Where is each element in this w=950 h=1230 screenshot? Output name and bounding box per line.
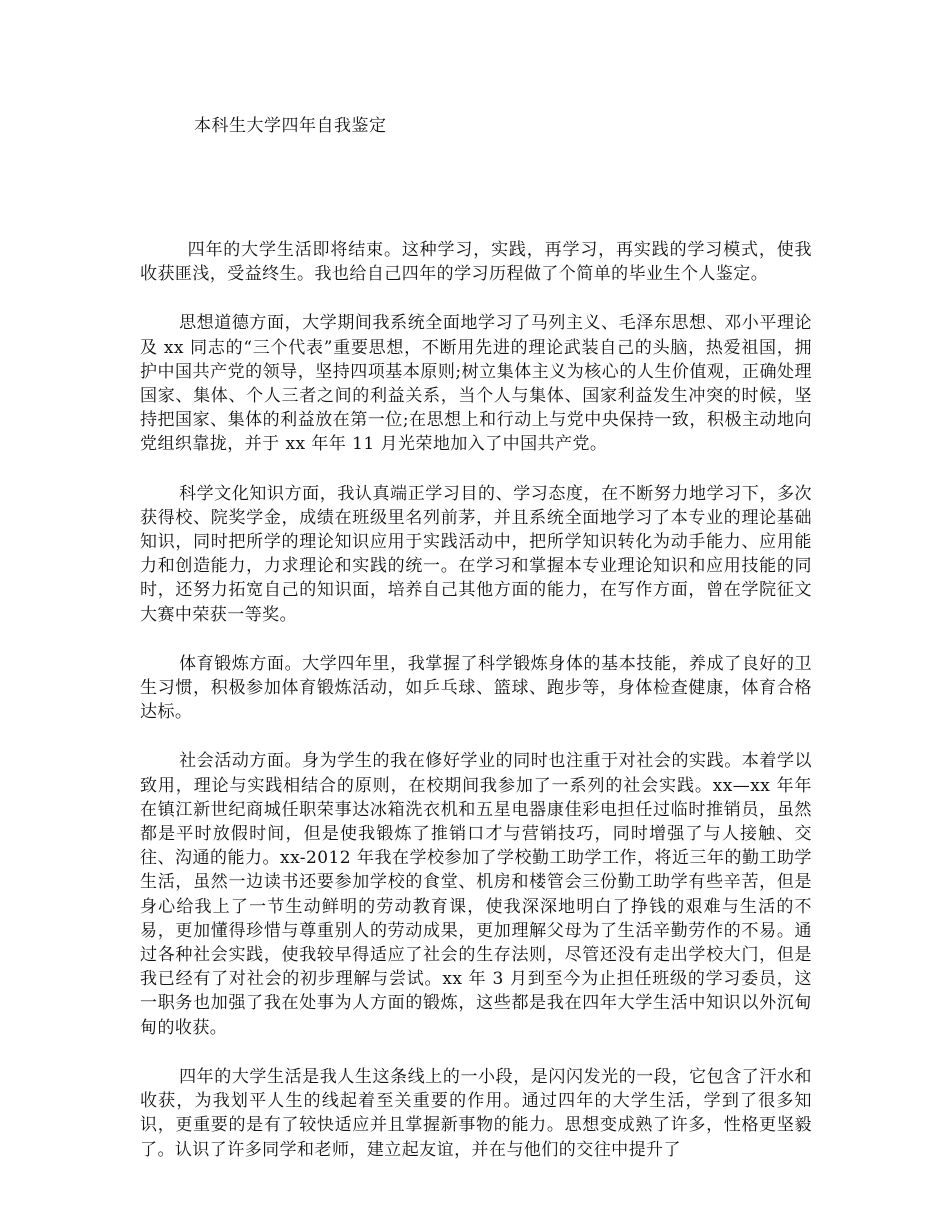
paragraph-sports: 体育锻炼方面。大学四年里，我掌握了科学锻炼身体的基本技能，养成了良好的卫生习惯，积极参加体育锻炼活动，如乒乓球、篮球、跑步等，身体检查健康，体育合格达标。 <box>140 653 812 723</box>
paragraph-social-activities: 社会活动方面。身为学生的我在修好学业的同时也注重于对社会的实践。本着学以致用，理论与实践相结合的原则，在校期间我参加了一系列的社会实践。xx—xx 年年在镇江新世纪商城任职荣事达冰箱洗衣机和五星电器康佳彩电担任过临时推销员，虽然都是平时放假时间，但是使我锻炼了推销口才与营销技巧，同时增强了与人接触、交往、沟通的能力。xx-2012 年我在学校参加了学校勤工助学工作，将近三年的勤工助学生活，虽然一边读书还要参加学校的食堂、机房和楼管会三份勤工助学有些辛苦，但是身心给我上了一节生动鲜明的劳动教育课，使我深深地明白了挣钱的艰难与生活的不易，更加懂得珍惜与尊重别人的劳动成果，更加理解父母为了生活辛勤劳作的不易。通过各种社会实践，使我较早得适应了社会的生存法则，尽管还没有走出学校大门，但是我已经有了对社会的初步理解与尝试。xx 年 3 月到至今为止担任班级的学习委员，这一职务也加强了我在处事为人方面的锻炼，这些都是我在四年大学生活中知识以外沉甸甸的收获。 <box>140 751 812 1038</box>
paragraph-ideology: 思想道德方面，大学期间我系统全面地学习了马列主义、毛泽东思想、邓小平理论及 xx 同志的“三个代表”重要思想，不断用先进的理论武装自己的头脑，热爱祖国，拥护中国共产党的领导，坚持四项基本原则;树立集体主义为核心的人生价值观，正确处理国家、集体、个人三者之间的利益关系，当个人与集体、国家利益发生冲突的时候，坚持把国家、集体的利益放在第一位;在思想上和行动上与党中央保持一致，积极主动地向党组织靠拢，并于 xx 年年 11 月光荣地加入了中国共产党。 <box>140 313 812 455</box>
paragraph-academics: 科学文化知识方面，我认真端正学习目的、学习态度，在不断努力地学习下，多次获得校、院奖学金，成绩在班级里名列前茅，并且系统全面地学习了本专业的理论基础知识，同时把所学的理论知识应用于实践活动中，把所学知识转化为动手能力、应用能力和创造能力，力求理论和实践的统一。在学习和掌握本专业理论知识和应用技能的同时，还努力拓宽自己的知识面，培养自己其他方面的能力，在写作方面，曾在学院征文大赛中荣获一等奖。 <box>140 483 812 625</box>
document-body <box>140 238 812 1187</box>
paragraph-intro: 四年的大学生活即将结束。这种学习，实践，再学习，再实践的学习模式，使我收获匪浅，受益终生。我也给自己四年的学习历程做了个简单的毕业生个人鉴定。 <box>140 240 812 285</box>
paragraph-conclusion: 四年的大学生活是我人生这条线上的一小段，是闪闪发光的一段，它包含了汗水和收获，为我划平人生的线起着至关重要的作用。通过四年的大学生活，学到了很多知识，更重要的是有了较快适应并且掌握新事物的能力。思想变成熟了许多，性格更坚毅了。认识了许多同学和老师，建立起友谊，并在与他们的交往中提升了 <box>140 1066 812 1160</box>
document-title: 本科生大学四年自我鉴定 <box>194 116 387 136</box>
